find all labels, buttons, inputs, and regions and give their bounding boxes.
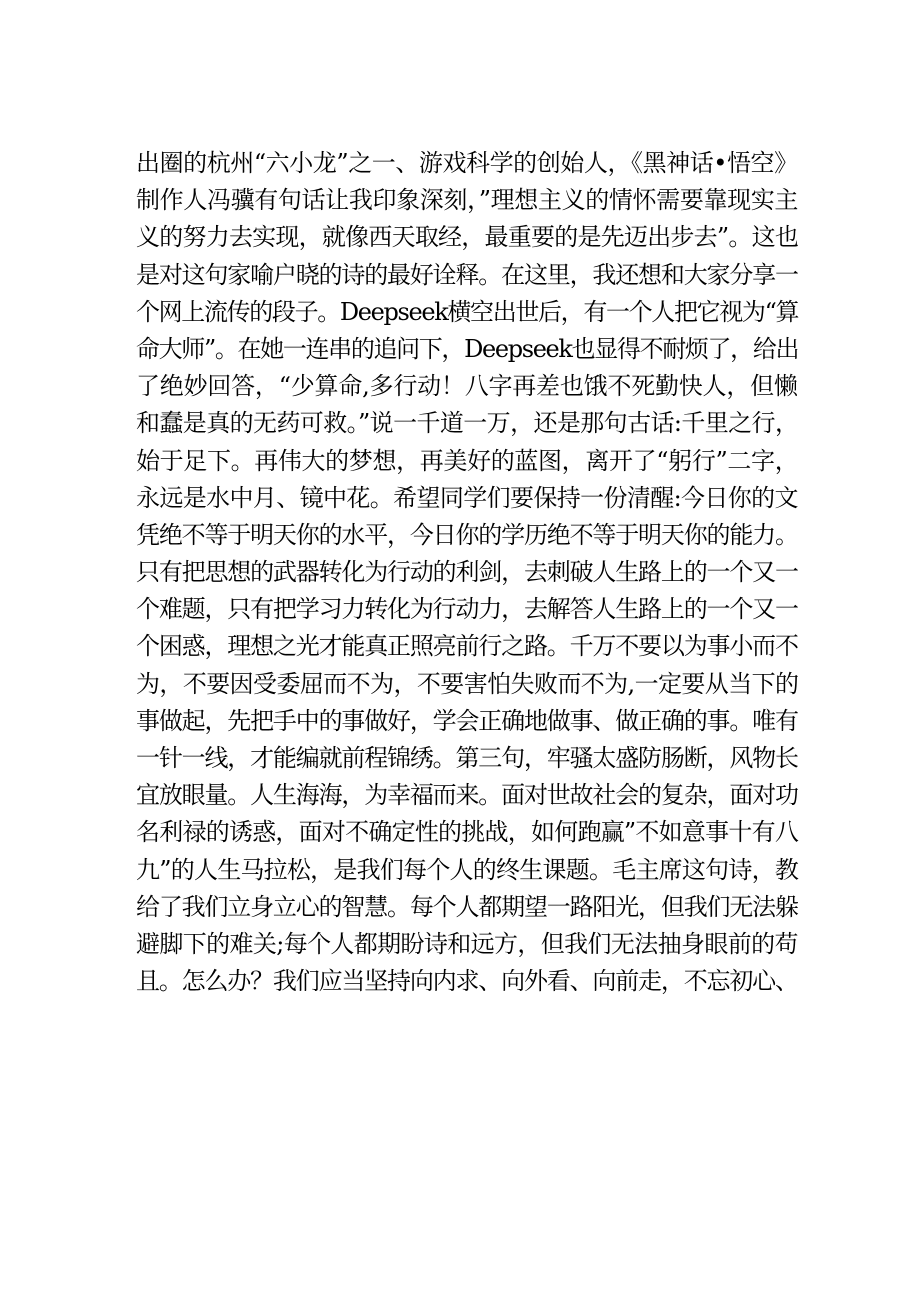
text-line: 且。怎么办？我们应当坚持向内求、向外看、向前走，不忘初心、 bbox=[136, 967, 798, 996]
text-line: 给了我们立身立心的智慧。每个人都期望一路阳光，但我们无法躲 bbox=[136, 892, 798, 921]
text-line: 九”的人生马拉松，是我们每个人的终生课题。毛主席这句诗，教 bbox=[136, 855, 799, 884]
text-line: 宜放眼量。人生海海，为幸福而来。面对世故社会的复杂，面对功 bbox=[136, 781, 798, 810]
text-line: 只有把思想的武器转化为行动的利剑，去刺破人生路上的一个又一 bbox=[136, 558, 798, 587]
text-line: 义的努力去实现，就像西天取经，最重要的是先迈出步去”。这也 bbox=[136, 223, 799, 252]
text-line: 凭绝不等于明天你的水平，今日你的学历绝不等于明天你的能力。 bbox=[136, 520, 798, 549]
text-line: 名利禄的诱惑，面对不确定性的挑战，如何跑赢”不如意事十有八 bbox=[136, 818, 799, 847]
body-paragraph bbox=[136, 146, 799, 1001]
text-line: 个难题，只有把学习力转化为行动力，去解答人生路上的一个又一 bbox=[136, 595, 798, 624]
text-line: 永远是水中月、镜中花。希望同学们要保持一份清醒:今日你的文 bbox=[136, 483, 798, 512]
text-line: 出圈的杭州“六小龙”之一、游戏科学的创始人，《黑神话•悟空》 bbox=[136, 149, 798, 177]
text-line: 为，不要因受委屈而不为，不要害怕失败而不为,一定要从当下的 bbox=[136, 669, 799, 698]
text-line: 命大师”。在她一连串的追问下，Deepseek也显得不耐烦了，给出 bbox=[136, 334, 799, 363]
text-line: 个网上流传的段子。Deepseek横空出世后，有一个人把它视为“算 bbox=[136, 297, 799, 326]
text-line: 避脚下的难关;每个人都期盼诗和远方，但我们无法抽身眼前的苟 bbox=[136, 929, 798, 958]
text-line: 和蠢是真的无药可救。”说一千道一万，还是那句古话:千里之行， bbox=[136, 409, 799, 438]
text-line: 事做起，先把手中的事做好，学会正确地做事、做正确的事。唯有 bbox=[136, 706, 798, 735]
text-line: 个困惑，理想之光才能真正照亮前行之路。千万不要以为事小而不 bbox=[136, 632, 798, 661]
text-line: 是对这句家喻户晓的诗的最好诠释。在这里，我还想和大家分享一 bbox=[136, 260, 798, 289]
text-line: 了绝妙回答，“少算命,多行动！八字再差也饿不死勤快人，但懒 bbox=[136, 372, 798, 401]
text-line: 始于足下。再伟大的梦想，再美好的蓝图，离开了“躬行”二字， bbox=[136, 446, 799, 475]
text-line: 一针一线，才能编就前程锦绣。第三句，牢骚太盛防肠断，风物长 bbox=[136, 744, 798, 772]
text-line: 制作人冯骥有句话让我印象深刻，”理想主义的情怀需要靠现实主 bbox=[136, 186, 799, 215]
